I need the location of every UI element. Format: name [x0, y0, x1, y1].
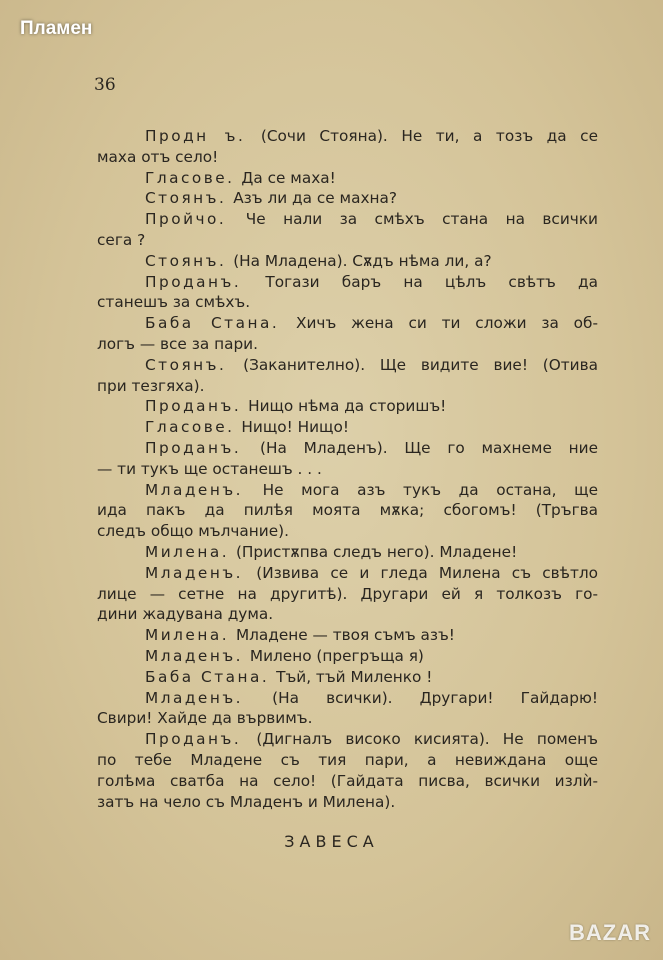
line-text: станешъ за смѣхъ. [97, 293, 251, 312]
bazar-logo: BAZAR [569, 920, 651, 945]
text-line [97, 459, 598, 480]
line-text: следъ общо мълчание). [97, 522, 289, 541]
text-line [97, 521, 598, 542]
text-line [97, 251, 598, 272]
text-line [97, 584, 598, 605]
speaker-name: Стоянъ. [145, 189, 227, 208]
text-line [97, 334, 598, 355]
speaker-name: Младенъ. [145, 563, 244, 582]
line-text: (На Младена). Сѫдъ нѣма ли, а? [228, 251, 492, 270]
line-text: затъ на чело съ Младенъ и Милена). [97, 792, 396, 811]
text-line [97, 209, 598, 230]
speaker-name: Баба Стана. [145, 667, 270, 686]
speaker-name: Гласове. [145, 418, 235, 437]
text-line [97, 292, 598, 313]
line-text: Че нали за смѣхъ стана на всички [228, 210, 598, 229]
text-line [97, 729, 598, 750]
line-text: (На Младенъ). Ще го махнеме ние [243, 438, 598, 457]
line-text: Младене — твоя съмъ азъ! [231, 626, 455, 645]
line-text: — ти тукъ ще останешъ . . . [97, 459, 322, 478]
line-text: логъ — все за пари. [97, 334, 258, 353]
speaker-name: Гласове. [145, 168, 235, 187]
speaker-name: Стоянъ. [145, 355, 227, 374]
text-line [97, 126, 598, 147]
line-text: Да се маха! [236, 168, 336, 187]
text-line [97, 604, 598, 625]
line-text: Милено (прегръща я) [245, 646, 424, 665]
line-text: Азъ ли да се махна? [228, 189, 397, 208]
text-line [97, 168, 598, 189]
line-text: (На всички). Другари! Гайдарю! [245, 688, 598, 707]
line-text: (Извива се и гледа Милена съ свѣтло [245, 563, 598, 582]
line-text: Не мога азъ тукъ да остана, ще [245, 480, 598, 499]
line-text: при тезгяха). [97, 376, 205, 395]
text-line [97, 688, 598, 709]
text-line [97, 480, 598, 501]
line-text: лице — сетне на другитѣ). Другари ей я толкозъ го- [97, 584, 598, 603]
line-text: по тебе Младене съ тия пари, а невиждана още [97, 750, 598, 769]
line-text: (Заканително). Ще видите вие! (Отива [228, 355, 598, 374]
line-text: (Сочи Стояна). Не ти, а тозъ да се [247, 127, 598, 145]
line-text: (Пристѫпва следъ него). Младене! [231, 542, 518, 561]
line-text: (Дигналъ високо кисията). Не поменъ [243, 730, 598, 749]
line-text: Тъй, тъй Миленко ! [271, 667, 433, 686]
line-text: Тогази баръ на цѣлъ свѣтъ да [243, 272, 598, 291]
text-line [97, 417, 598, 438]
speaker-name: Милена. [145, 542, 230, 561]
seller-watermark: Пламен [20, 18, 93, 39]
play-text [97, 126, 598, 812]
speaker-name: Пройчо. [145, 210, 227, 229]
speaker-name: Продн ъ. [145, 127, 246, 145]
text-line [97, 147, 598, 168]
text-line [97, 396, 598, 417]
speaker-name: Стоянъ. [145, 251, 227, 270]
line-text: дини жадувана дума. [97, 605, 274, 624]
text-line [97, 355, 598, 376]
speaker-name: Младенъ. [145, 480, 244, 499]
text-line [97, 646, 598, 667]
speaker-name: Проданъ. [145, 272, 242, 291]
text-line [97, 792, 598, 813]
curtain-heading: ЗАВЕСА [284, 832, 379, 851]
line-text: ида пакъ да пилѣя моята мѫка; сбогомъ! (Тръгва [97, 501, 598, 520]
text-line [97, 438, 598, 459]
text-line [97, 771, 598, 792]
text-line [97, 313, 598, 334]
text-line [97, 230, 598, 251]
line-text: сега ? [97, 230, 146, 249]
speaker-name: Проданъ. [145, 438, 242, 457]
text-line [97, 272, 598, 293]
speaker-name: Баба Стана. [145, 314, 280, 333]
text-line [97, 376, 598, 397]
line-text: Нищо! Нищо! [236, 418, 349, 437]
text-line [97, 188, 598, 209]
speaker-name: Проданъ. [145, 730, 242, 749]
text-line [97, 667, 598, 688]
speaker-name: Младенъ. [145, 646, 244, 665]
text-line [97, 542, 598, 563]
line-text: голѣма сватба на село! (Гайдата писва, всички излѝ- [97, 771, 598, 790]
text-line [97, 500, 598, 521]
line-text: Хичъ жена си ти сложи за об- [281, 314, 598, 333]
line-text: Свири! Хайде да вървимъ. [97, 709, 313, 728]
speaker-name: Младенъ. [145, 688, 244, 707]
text-line [97, 563, 598, 584]
line-text: Нищо нѣма да сторишъ! [243, 397, 447, 416]
text-line [97, 625, 598, 646]
text-line [97, 708, 598, 729]
page-number: 36 [94, 75, 116, 95]
text-line [97, 750, 598, 771]
line-text: маха отъ село! [97, 147, 219, 166]
speaker-name: Милена. [145, 626, 230, 645]
speaker-name: Проданъ. [145, 397, 242, 416]
